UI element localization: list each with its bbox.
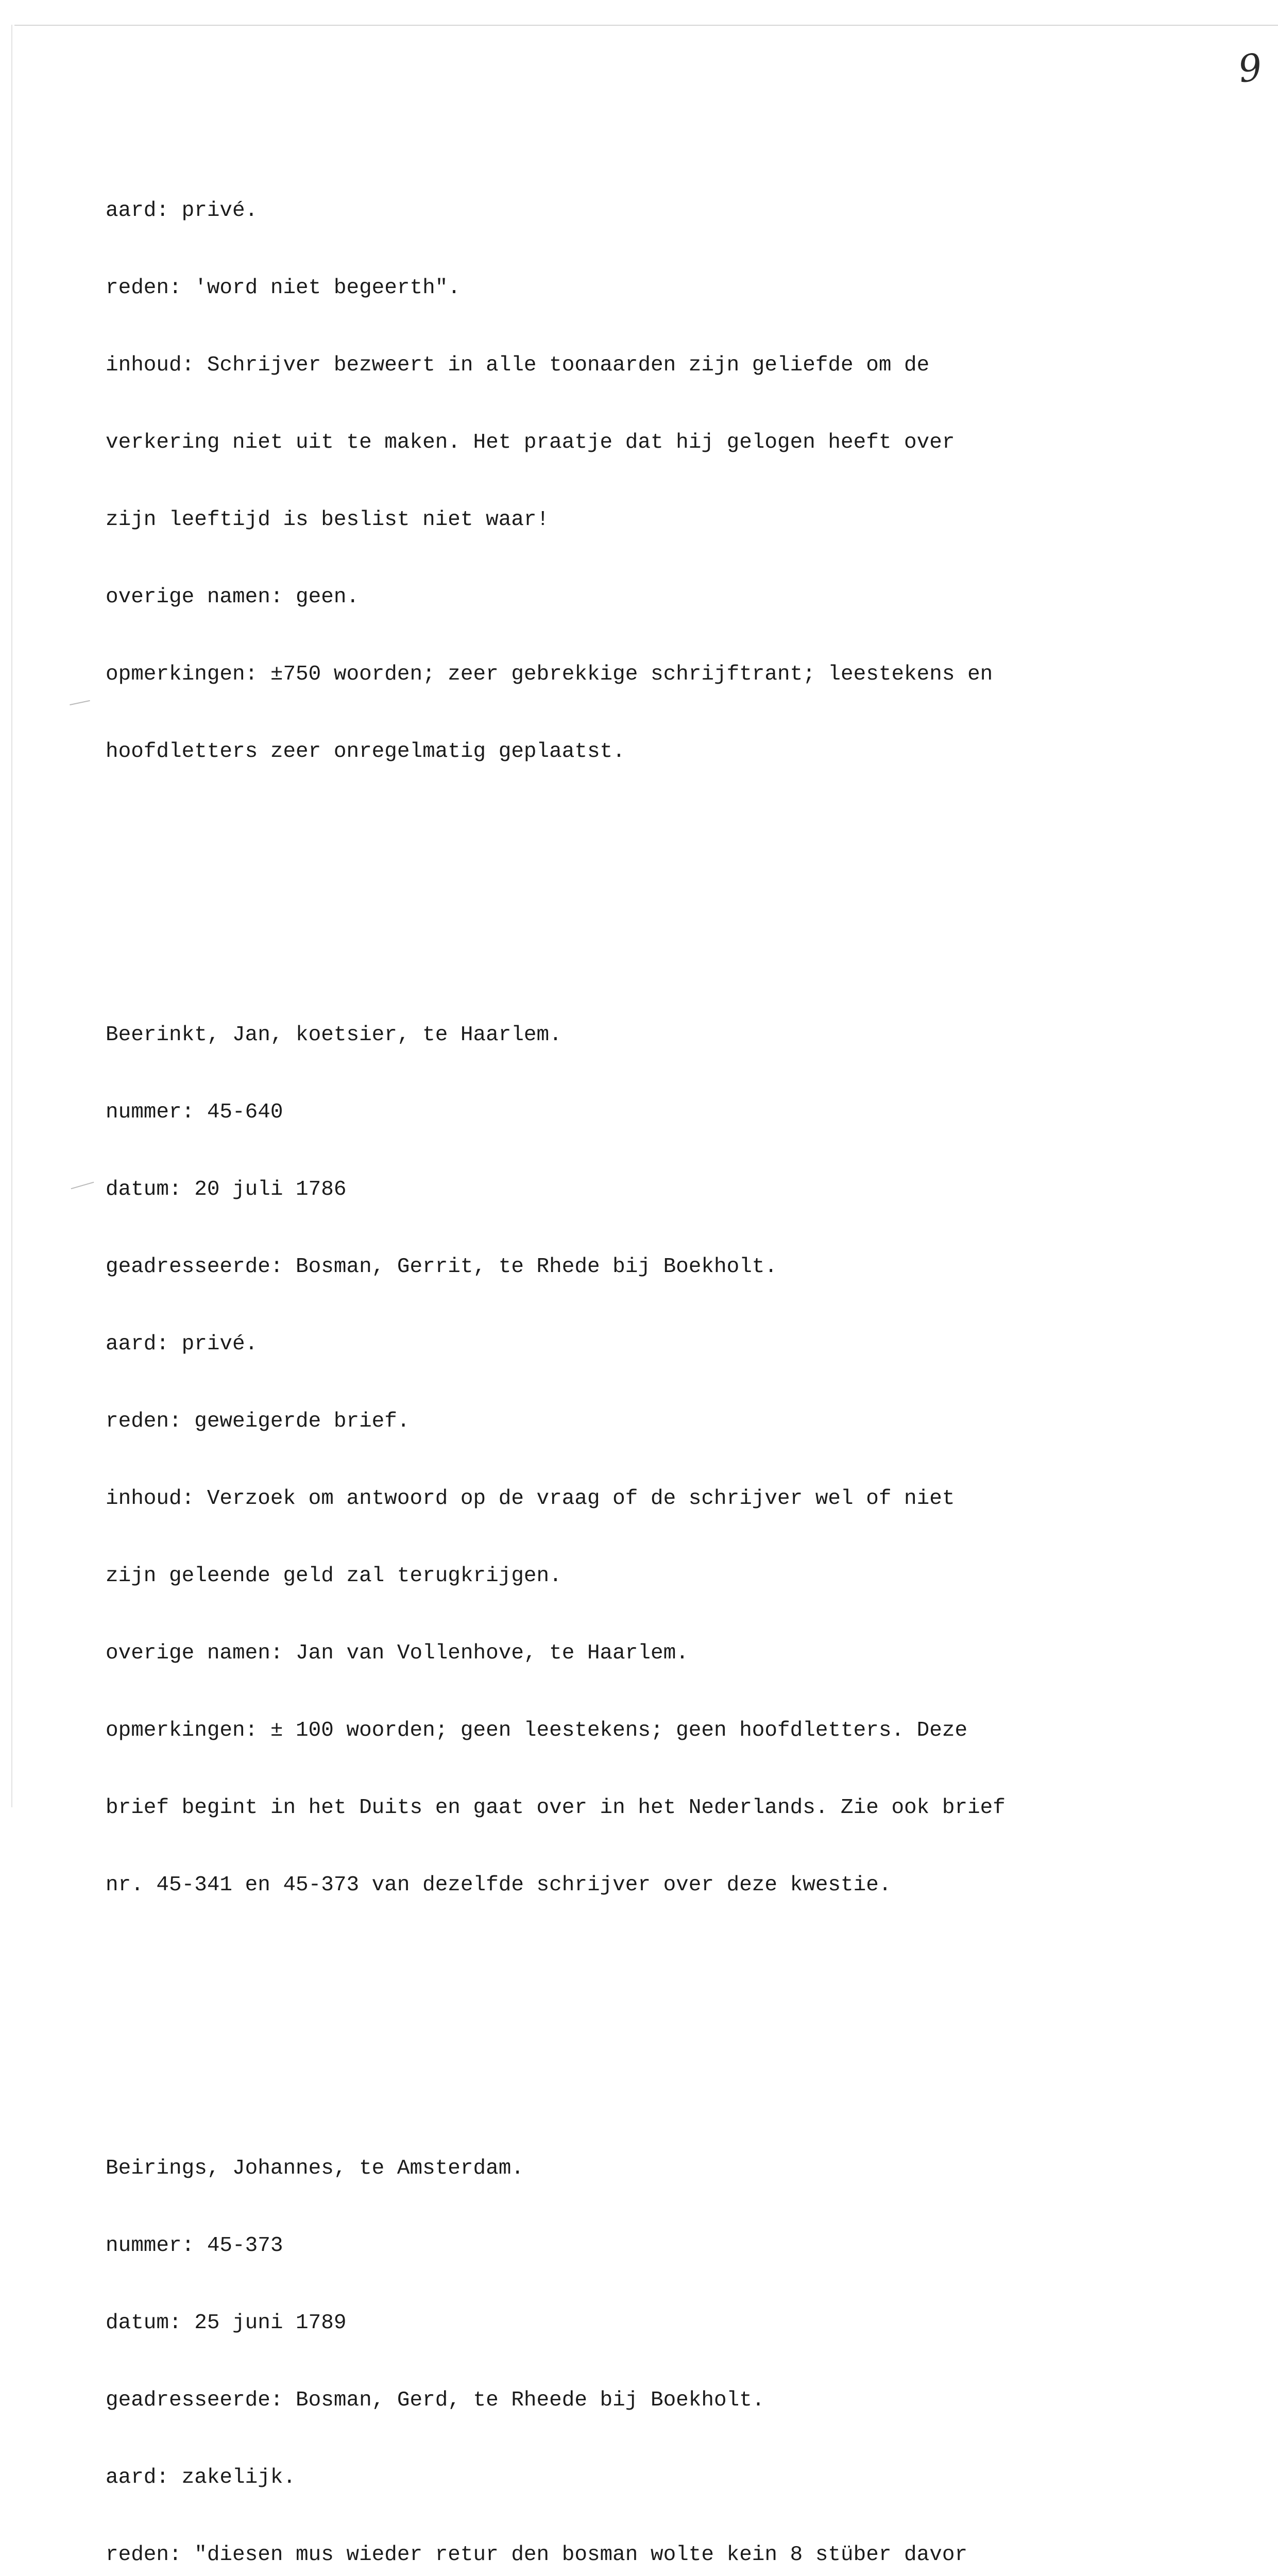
entry-line: nummer: 45-373	[106, 2234, 283, 2258]
entry-line: verkering niet uit te maken. Het praatje dat hij gelogen heeft over	[106, 431, 955, 454]
entry-line: reden: geweigerde brief.	[106, 1410, 410, 1433]
entry-line: nr. 45-341 en 45-373 van dezelfde schrijver over deze kwestie.	[106, 1873, 892, 1897]
letter-entry	[106, 971, 1218, 1950]
scan-top-edge	[14, 25, 1278, 26]
entry-line: zijn geleende geld zal terugkrijgen.	[106, 1564, 562, 1588]
page-number: 9	[1235, 45, 1265, 91]
entry-line: opmerkingen: ±750 woorden; zeer gebrekkige schrijftrant; leestekens en	[106, 663, 993, 686]
entry-line: reden: 'word niet begeerth".	[106, 276, 461, 300]
entry-line: opmerkingen: ± 100 woorden; geen leestekens; geen hoofdletters. Deze	[106, 1719, 968, 1742]
letter-entry	[106, 2104, 1218, 2576]
entry-line: reden: "diesen mus wieder retur den bosman wolte kein 8 stüber davor	[106, 2543, 968, 2567]
entry-line: aard: privé.	[106, 1332, 258, 1356]
entry-line: overige namen: Jan van Vollenhove, te Haarlem.	[106, 1641, 689, 1665]
entry-heading: Beirings, Johannes, te Amsterdam.	[106, 2157, 524, 2180]
entry-line: geadresseerde: Bosman, Gerrit, te Rhede bij Boekholt.	[106, 1255, 778, 1279]
entry-line: datum: 25 juni 1789	[106, 2311, 347, 2335]
entry-line: aard: zakelijk.	[106, 2466, 296, 2489]
entry-line: hoofdletters zeer onregelmatig geplaatst.	[106, 740, 625, 764]
entry-heading: Beerinkt, Jan, koetsier, te Haarlem.	[106, 1023, 562, 1047]
entry-line: brief begint in het Duits en gaat over in het Nederlands. Zie ook brief	[106, 1796, 1006, 1820]
entry-separator	[106, 868, 1218, 893]
continuation-entry	[106, 146, 1218, 816]
entry-line: overige namen: geen.	[106, 585, 360, 609]
margin-pencil-mark	[71, 1182, 94, 1190]
margin-pencil-mark	[70, 700, 90, 705]
document-body	[106, 95, 1218, 2576]
entry-line: aard: privé.	[106, 199, 258, 223]
entry-line: inhoud: Verzoek om antwoord op de vraag of de schrijver wel of niet	[106, 1487, 955, 1511]
entry-line: inhoud: Schrijver bezweert in alle toonaarden zijn geliefde om de	[106, 353, 930, 377]
entry-line: datum: 20 juli 1786	[106, 1178, 347, 1201]
entry-separator	[106, 2001, 1218, 2027]
entry-line: zijn leeftijd is beslist niet waar!	[106, 508, 550, 532]
scan-left-edge	[11, 25, 12, 1807]
entry-line: geadresseerde: Bosman, Gerd, te Rheede bij Boekholt.	[106, 2388, 765, 2412]
entry-line: nummer: 45-640	[106, 1100, 283, 1124]
